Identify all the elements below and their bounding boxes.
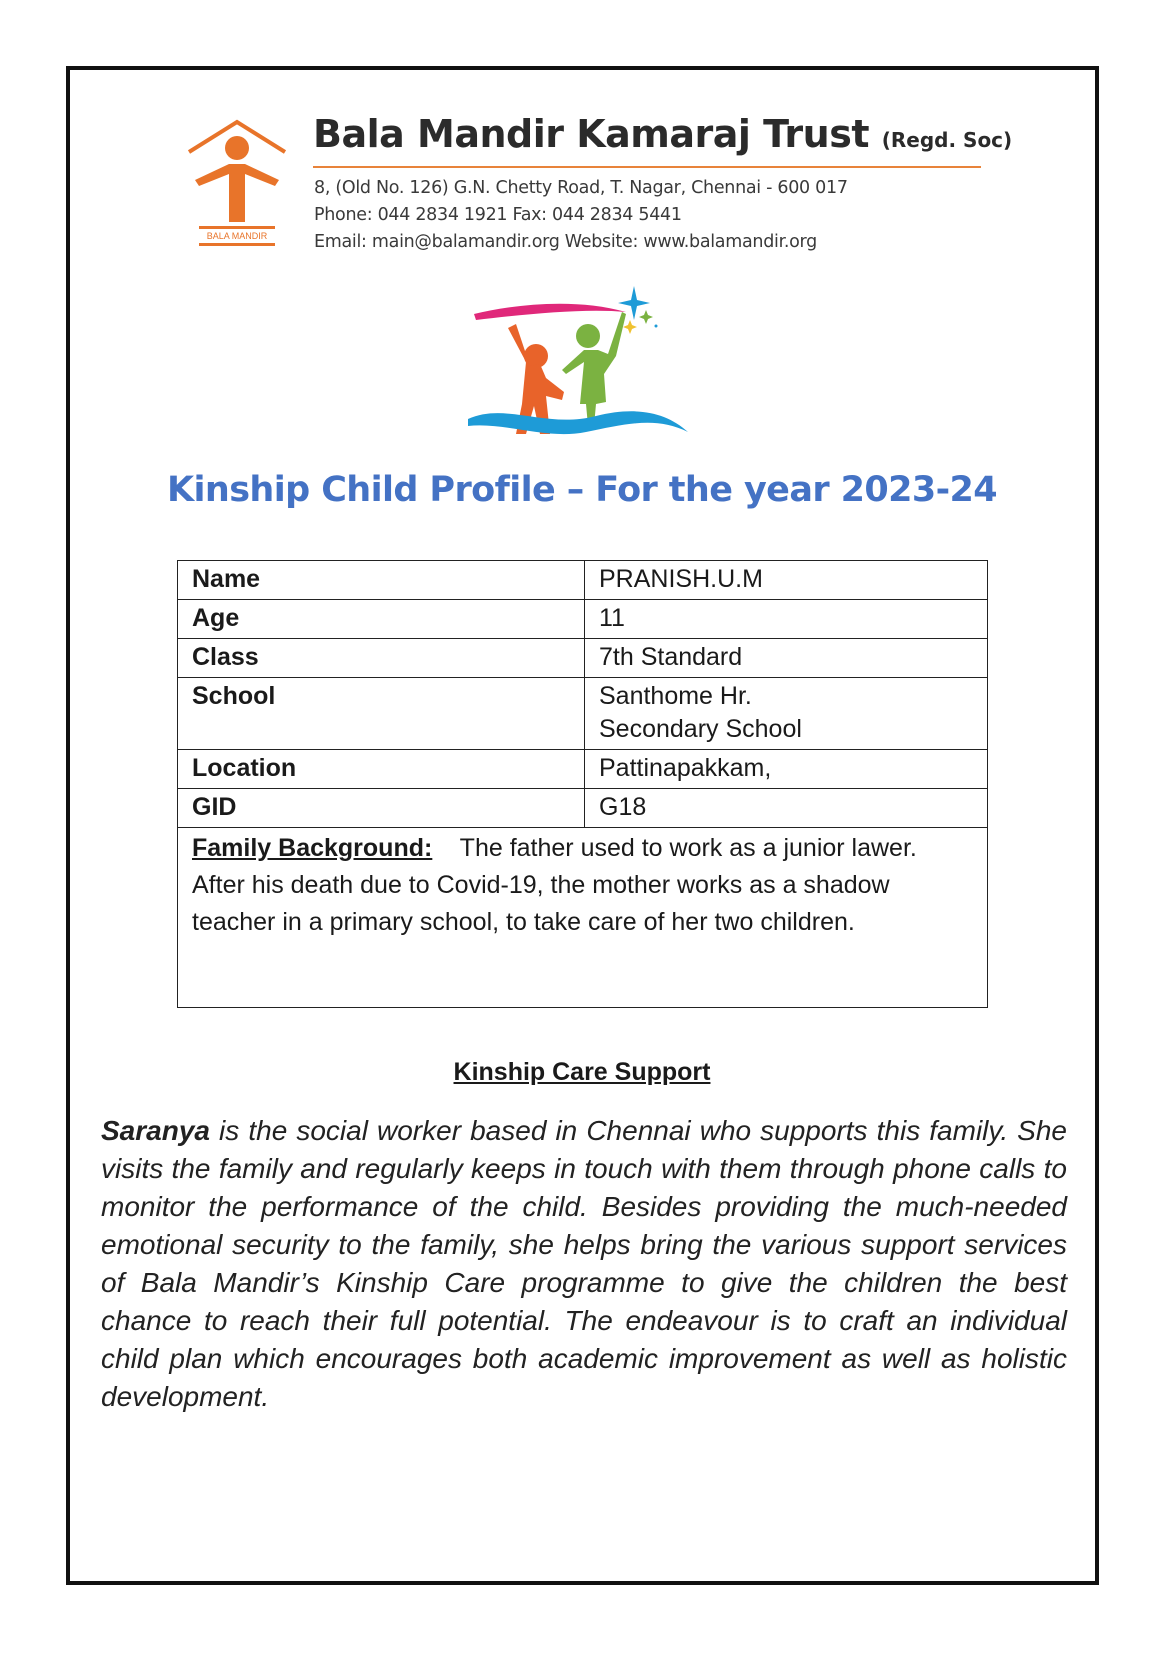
table-row <box>178 789 988 828</box>
row-label-school: School <box>178 678 585 750</box>
row-value-age: 11 <box>585 600 988 639</box>
family-background-text: The father used to work as a junior lawer. After his death due to Covid-19, the mother works as a shadow teacher in a primary school, to take care of her two children. <box>192 834 917 936</box>
row-value-school: Santhome Hr. Secondary School <box>585 678 988 750</box>
org-email-website: Email: main@balamandir.org Website: www.balamandir.org <box>314 232 817 252</box>
header-rule <box>313 166 981 168</box>
row-label-location: Location <box>178 750 585 789</box>
row-value-gid: G18 <box>585 789 988 828</box>
table-row <box>178 561 988 600</box>
section-heading-kinship-care-support: Kinship Care Support <box>453 1058 711 1086</box>
family-background-label: Family Background: <box>192 834 433 862</box>
table-row <box>178 639 988 678</box>
kinship-children-logo-icon <box>466 284 696 449</box>
page-title: Kinship Child Profile – For the year 2023-24 <box>166 470 998 510</box>
svg-text:BALA MANDIR: BALA MANDIR <box>206 231 268 241</box>
child-profile-table <box>177 560 988 1008</box>
family-background-row <box>178 828 988 1008</box>
family-background-cell <box>178 828 988 1008</box>
org-reg: (Regd. Soc) <box>881 128 1013 152</box>
org-phone-fax: Phone: 044 2834 1921 Fax: 044 2834 5441 <box>314 205 682 225</box>
row-value-name: PRANISH.U.M <box>585 561 988 600</box>
row-label-class: Class <box>178 639 585 678</box>
row-value-location: Pattinapakkam, <box>585 750 988 789</box>
org-address: 8, (Old No. 126) G.N. Chetty Road, T. Nagar, Chennai - 600 017 <box>314 178 848 198</box>
row-label-age: Age <box>178 600 585 639</box>
row-label-gid: GID <box>178 789 585 828</box>
org-name: Bala Mandir Kamaraj Trust (Regd. Soc) <box>313 112 1013 156</box>
social-worker-name: Saranya <box>101 1115 210 1146</box>
kinship-support-paragraph <box>101 1112 1067 1416</box>
table-row <box>178 750 988 789</box>
table-row <box>178 678 988 750</box>
row-label-name: Name <box>178 561 585 600</box>
row-value-class: 7th Standard <box>585 639 988 678</box>
table-row <box>178 600 988 639</box>
kinship-support-text: is the social worker based in Chennai who supports this family. She visits the family and regularly keeps in touch with them through phone calls to monitor the performance of the child. Besides providing the much-needed emotional security to the family, she helps bring the various support services of Bala Mandir’s Kinship Care programme to give the children the best chance to reach their full potential. The endeavour is to craft an individual child plan which encourages both academic improvement as well as holistic development. <box>101 1115 1067 1412</box>
bala-mandir-logo-icon <box>185 118 290 250</box>
